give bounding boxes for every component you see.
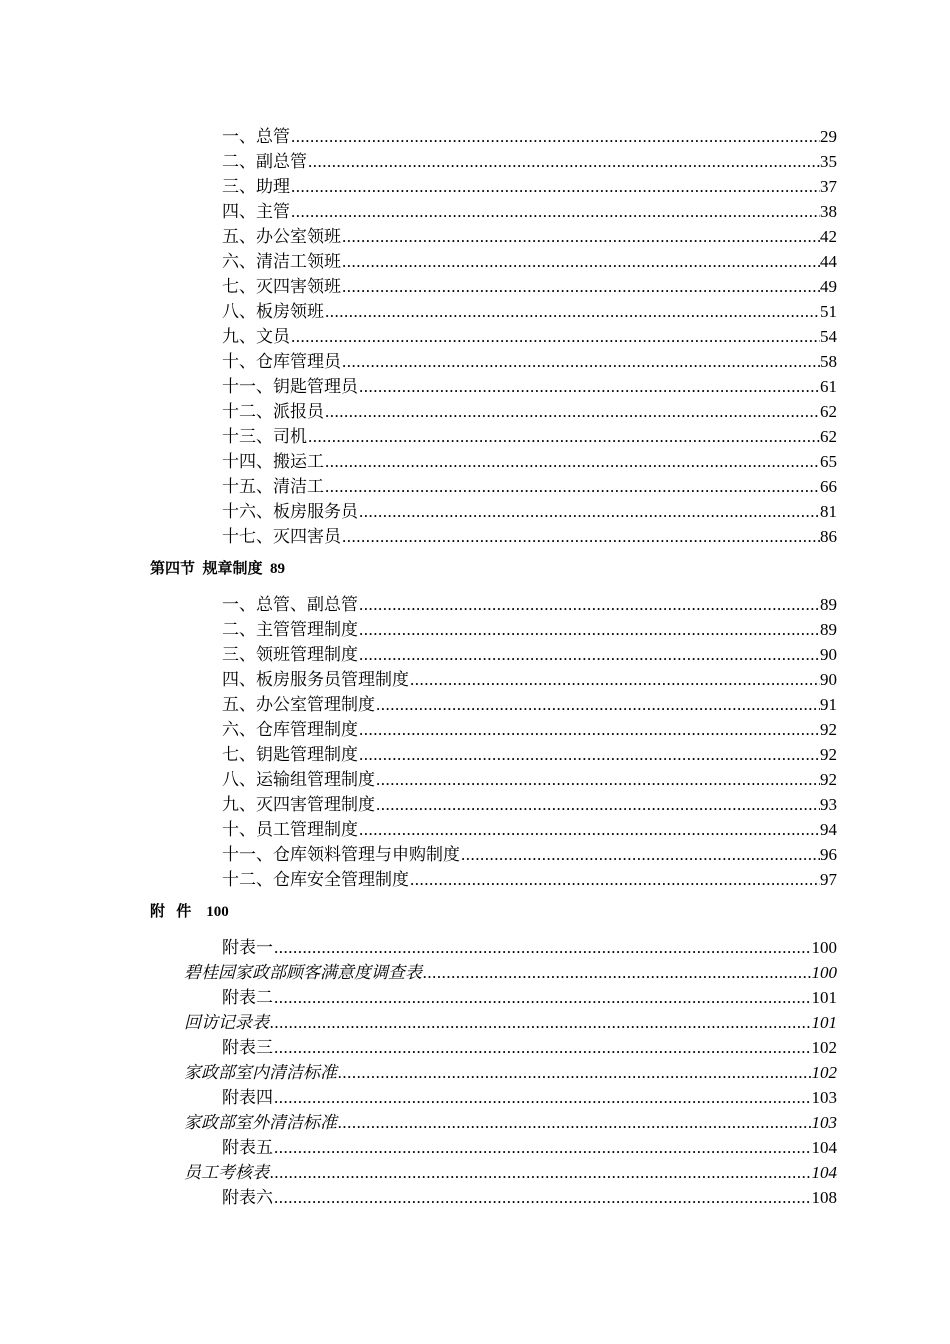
dot-leader [359,742,820,767]
toc-entry[interactable] [222,199,837,224]
toc-entry-page: 108 [811,1188,837,1207]
toc-entry-page: 104 [811,1138,837,1157]
toc-entry-label: 十二、派报员 [222,402,324,421]
toc-entry-label: 十二、仓库安全管理制度 [222,870,409,889]
dot-leader [291,324,820,349]
dot-leader [359,617,820,642]
toc-entry-page: 93 [820,795,837,814]
toc-entry-page: 101 [811,988,837,1007]
toc-entry-page: 44 [820,252,837,271]
toc-entry-page: 104 [811,1163,837,1182]
toc-entry[interactable] [222,299,837,324]
toc-entry-label: 十六、板房服务员 [222,502,358,521]
toc-entry[interactable] [222,742,837,767]
dot-leader [274,985,812,1010]
toc-entry-page: 89 [820,620,837,639]
dot-leader [342,524,820,549]
toc-entry-page: 29 [820,127,837,146]
toc-entry-label: 八、板房领班 [222,302,324,321]
toc-entry-page: 102 [811,1063,837,1082]
toc-entry[interactable] [222,474,837,499]
toc-entry-label: 十、员工管理制度 [222,820,358,839]
toc-entry-label: 附表二 [222,988,273,1007]
dot-leader [308,424,820,449]
toc-entry[interactable] [222,617,837,642]
toc-entry[interactable] [222,667,837,692]
toc-entry-label: 一、总管 [222,127,290,146]
toc-entry[interactable] [222,1085,837,1110]
toc-entry-label: 六、仓库管理制度 [222,720,358,739]
toc-entry[interactable] [222,449,837,474]
dot-leader [291,199,820,224]
dot-leader [342,349,820,374]
toc-entry[interactable] [184,1110,837,1135]
dot-leader [338,1060,812,1085]
toc-entry[interactable] [222,767,837,792]
toc-entry-label: 十一、仓库领料管理与申购制度 [222,845,460,864]
toc-entry-label: 五、办公室领班 [222,227,341,246]
dot-leader [270,1160,812,1185]
toc-entry[interactable] [222,374,837,399]
toc-entry[interactable] [184,1060,837,1085]
toc-entry[interactable] [184,960,837,985]
dot-leader [338,1110,812,1135]
toc-entry[interactable] [222,174,837,199]
toc-entry[interactable] [222,692,837,717]
toc-entry[interactable] [222,867,837,892]
toc-entry-label: 碧桂园家政部顾客满意度调查表 [184,963,422,982]
toc-entry[interactable] [222,717,837,742]
toc-entry[interactable] [222,842,837,867]
toc-entry-label: 十四、搬运工 [222,452,324,471]
toc-entry[interactable] [222,274,837,299]
toc-entry-label: 三、助理 [222,177,290,196]
toc-entry-label: 七、灭四害领班 [222,277,341,296]
toc-entry-label: 二、主管管理制度 [222,620,358,639]
toc-entry-label: 六、清洁工领班 [222,252,341,271]
toc-entry-label: 回访记录表 [184,1013,269,1032]
toc-entry-page: 54 [820,327,837,346]
toc-entry[interactable] [222,792,837,817]
toc-entry-page: 102 [811,1038,837,1057]
dot-leader [274,1085,812,1110]
toc-entry-page: 89 [820,595,837,614]
toc-entry-page: 92 [820,770,837,789]
toc-entry-label: 四、主管 [222,202,290,221]
toc-entry-label: 附表一 [222,938,273,957]
toc-entry-page: 86 [820,527,837,546]
dot-leader [325,449,820,474]
toc-entry[interactable] [222,1185,837,1210]
toc-entry-label: 家政部室外清洁标准 [184,1113,337,1132]
toc-entry[interactable] [222,249,837,274]
toc-entry-page: 66 [820,477,837,496]
toc-entry-label: 四、板房服务员管理制度 [222,670,409,689]
dot-leader [274,1135,812,1160]
toc-entry[interactable] [222,524,837,549]
toc-entry-page: 51 [820,302,837,321]
dot-leader [274,1035,812,1060]
toc-entry-page: 42 [820,227,837,246]
toc-entry-label: 十、仓库管理员 [222,352,341,371]
dot-leader [342,224,820,249]
toc-entry-page: 38 [820,202,837,221]
section-heading-appendix[interactable]: 附 件 100 [150,904,229,920]
dot-leader [410,867,820,892]
dot-leader [423,960,812,985]
toc-entry-page: 92 [820,720,837,739]
dot-leader [359,642,820,667]
toc-entry-label: 家政部室内清洁标准 [184,1063,337,1082]
toc-entry[interactable] [222,1135,837,1160]
dot-leader [376,792,820,817]
toc-entry-label: 七、钥匙管理制度 [222,745,358,764]
toc-entry-label: 附表六 [222,1188,273,1207]
toc-entry-page: 58 [820,352,837,371]
toc-entry[interactable] [222,1035,837,1060]
toc-entry[interactable] [222,935,837,960]
toc-entry-page: 37 [820,177,837,196]
dot-leader [270,1010,812,1035]
toc-entry[interactable] [222,424,837,449]
toc-entry[interactable] [222,224,837,249]
dot-leader [291,174,820,199]
dot-leader [274,935,812,960]
toc-entry-label: 附表五 [222,1138,273,1157]
toc-entry-label: 二、副总管 [222,152,307,171]
toc-entry-page: 81 [820,502,837,521]
toc-entry[interactable] [222,499,837,524]
toc-entry-label: 附表四 [222,1088,273,1107]
toc-entry-page: 65 [820,452,837,471]
toc-entry-page: 103 [811,1113,837,1132]
toc-entry-page: 90 [820,670,837,689]
dot-leader [359,592,820,617]
toc-entry[interactable] [222,399,837,424]
toc-entry-label: 九、灭四害管理制度 [222,795,375,814]
toc-entry-label: 十七、灭四害员 [222,527,341,546]
dot-leader [325,474,820,499]
dot-leader [359,717,820,742]
toc-entry[interactable] [222,149,837,174]
dot-leader [342,249,820,274]
toc-entry-label: 十三、司机 [222,427,307,446]
toc-entry[interactable] [222,324,837,349]
dot-leader [359,817,820,842]
dot-leader [359,499,820,524]
section-heading-rules[interactable]: 第四节 规章制度 89 [150,561,286,577]
dot-leader [291,124,820,149]
toc-entry-page: 100 [811,938,837,957]
dot-leader [376,692,820,717]
dot-leader [359,374,820,399]
dot-leader [325,399,820,424]
toc-entry-label: 八、运输组管理制度 [222,770,375,789]
toc-entry[interactable] [222,985,837,1010]
toc-entry-label: 一、总管、副总管 [222,595,358,614]
dot-leader [308,149,820,174]
toc-entry-page: 92 [820,745,837,764]
toc-entry[interactable] [222,124,837,149]
toc-entry-page: 100 [811,963,837,982]
toc-entry-label: 员工考核表 [184,1163,269,1182]
toc-entry-label: 九、文员 [222,327,290,346]
toc-entry[interactable] [184,1010,837,1035]
toc-entry-label: 十一、钥匙管理员 [222,377,358,396]
toc-entry[interactable] [222,349,837,374]
toc-entry-page: 49 [820,277,837,296]
toc-entry-label: 五、办公室管理制度 [222,695,375,714]
toc-entry-label: 三、领班管理制度 [222,645,358,664]
dot-leader [376,767,820,792]
toc-entry-page: 94 [820,820,837,839]
toc-entry[interactable] [222,642,837,667]
toc-entry-page: 96 [820,845,837,864]
toc-entry-page: 97 [820,870,837,889]
toc-entry-label: 十五、清洁工 [222,477,324,496]
toc-entry-page: 90 [820,645,837,664]
toc-entry[interactable] [222,817,837,842]
toc-entry-page: 91 [820,695,837,714]
toc-entry-page: 62 [820,427,837,446]
dot-leader [461,842,820,867]
dot-leader [274,1185,812,1210]
toc-entry-label: 附表三 [222,1038,273,1057]
dot-leader [342,274,820,299]
dot-leader [410,667,820,692]
toc-entry-page: 35 [820,152,837,171]
toc-entry-page: 103 [811,1088,837,1107]
toc-entry-page: 61 [820,377,837,396]
toc-entry-page: 62 [820,402,837,421]
toc-entry[interactable] [222,592,837,617]
toc-entry-page: 101 [811,1013,837,1032]
toc-entry[interactable] [184,1160,837,1185]
dot-leader [325,299,820,324]
